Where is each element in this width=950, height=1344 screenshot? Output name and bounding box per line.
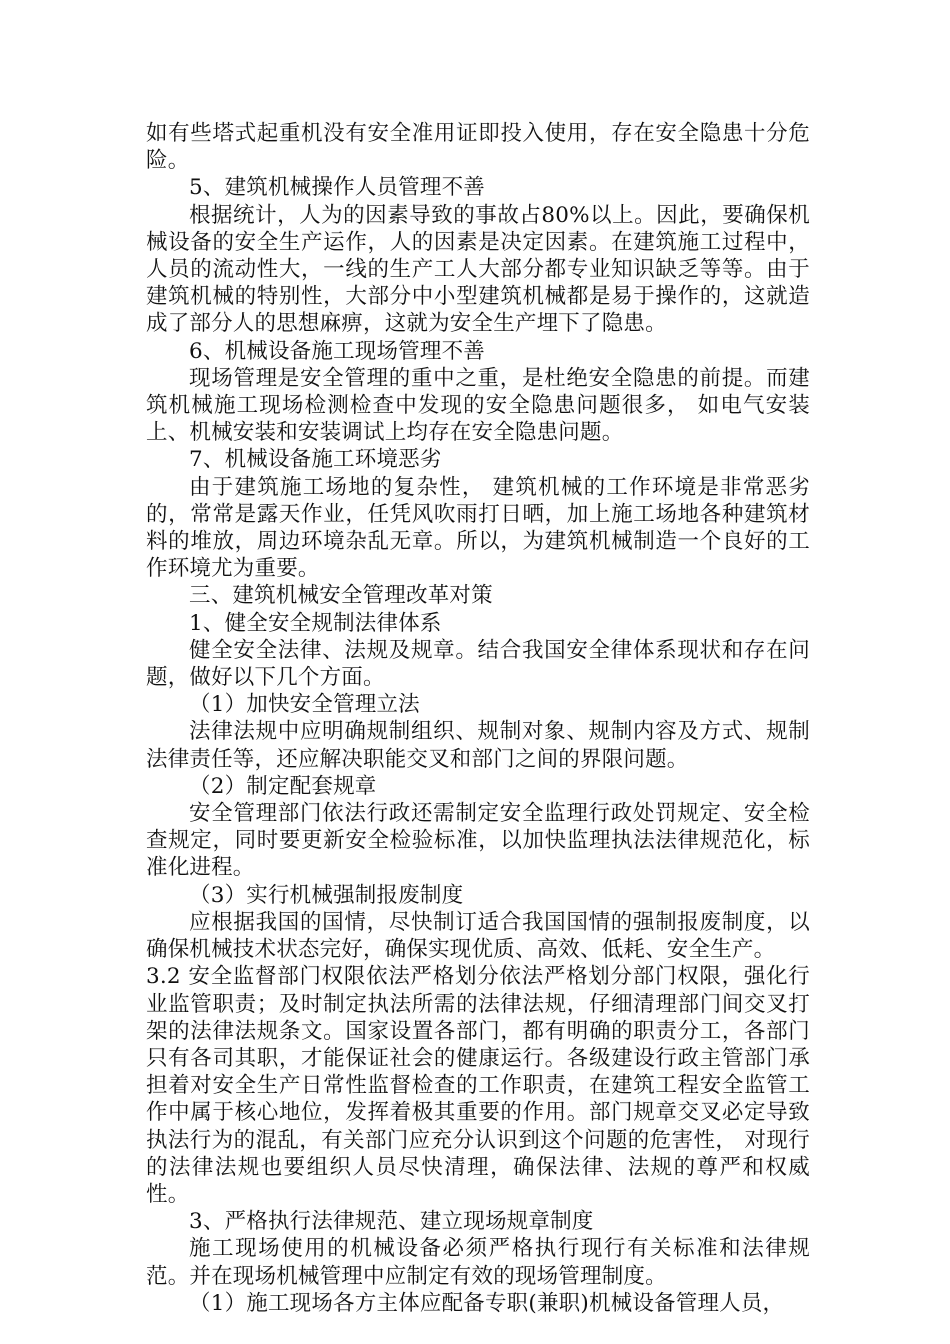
paragraph-body: 由于建筑施工场地的复杂性， 建筑机械的工作环境是非常恶劣的，常常是露天作业，任凭风吹雨打日晒，加上施工场地各种建筑材料的堆放，周边环境杂乱无章。所以，为建筑机械制造一个良好的工作环境尤为重要。: [146, 474, 810, 582]
paragraph-body: 施工现场使用的机械设备必须严格执行现行有关标准和法律规范。并在现场机械管理中应制定有效的现场管理制度。: [146, 1236, 810, 1289]
section-heading-5: 5、建筑机械操作人员管理不善: [189, 175, 485, 201]
section-heading-6: 6、机械设备施工现场管理不善: [189, 338, 485, 364]
subheading-3: （3）实行机械强制报废制度: [189, 882, 464, 908]
subheading-2: （2）制定配套规章: [189, 773, 377, 799]
paragraph-body: 现场管理是安全管理的重中之重，是杜绝安全隐患的前提。而建筑机械施工现场检测检查中发现的安全隐患问题很多， 如电气安装上、机械安装和安装调试上均存在安全隐患问题。: [146, 365, 810, 446]
paragraph-body: 法律法规中应明确规制组织、规制对象、规制内容及方式、规制法律责任等，还应解决职能交叉和部门之间的界限问题。: [146, 719, 810, 772]
paragraph-body: 应根据我国的国情，尽快制订适合我国国情的强制报废制度，以确保机械技术状态完好，确保实现优质、高效、低耗、安全生产。: [146, 909, 810, 963]
chapter-heading-3: 三、建筑机械安全管理改革对策: [189, 583, 493, 609]
section-heading-7: 7、机械设备施工环境恶劣: [189, 447, 442, 473]
paragraph-body: 安全管理部门依法行政还需制定安全监理行政处罚规定、安全检查规定，同时要更新安全检验标准，以加快监理执法法律规范化，标准化进程。: [146, 801, 810, 881]
subheading-1-staff: （1）施工现场各方主体应配备专职(兼职)机械设备管理人员，: [189, 1290, 785, 1316]
document-body: [146, 120, 810, 1317]
section-heading-3: 3、严格执行法律规范、建立现场规章制度: [189, 1209, 594, 1235]
paragraph-section-3-2: 3.2 安全监督部门权限依法严格划分依法严格划分部门权限，强化行业监管职责；及时制定执法所需的法律法规，仔细清理部门间交叉打架的法律法规条文。国家设置各部门，都有明确的职责分工，各部门只有各司其职，才能保证社会的健康运行。各级建设行政主管部门承担着对安全生产日常性监督检查的工作职责，在建筑工程安全监管工作中属于核心地位，发挥着极其重要的作用。部门规章交叉必定导致执法行为的混乱，有关部门应充分认识到这个问题的危害性， 对现行的法律法规也要组织人员尽快清理，确保法律、法规的尊严和权威性。: [146, 964, 810, 1207]
subheading-1: （1）加快安全管理立法: [189, 692, 420, 718]
paragraph-body: 根据统计，人为的因素导致的事故占80%以上。因此，要确保机械设备的安全生产运作，人的因素是决定因素。在建筑施工过程中，人员的流动性大，一线的生产工人大部分都专业知识缺乏等等。由于建筑机械的特别性，大部分中小型建筑机械都是易于操作的，这就造成了部分人的思想麻痹，这就为安全生产埋下了隐患。: [146, 202, 810, 337]
paragraph-continuation: 如有些塔式起重机没有安全准用证即投入使用，存在安全隐患十分危险。: [146, 121, 810, 174]
section-heading-1: 1、健全安全规制法律体系: [189, 610, 442, 636]
paragraph-body: 健全安全法律、法规及规章。结合我国安全律体系现状和存在问题，做好以下几个方面。: [146, 637, 810, 691]
